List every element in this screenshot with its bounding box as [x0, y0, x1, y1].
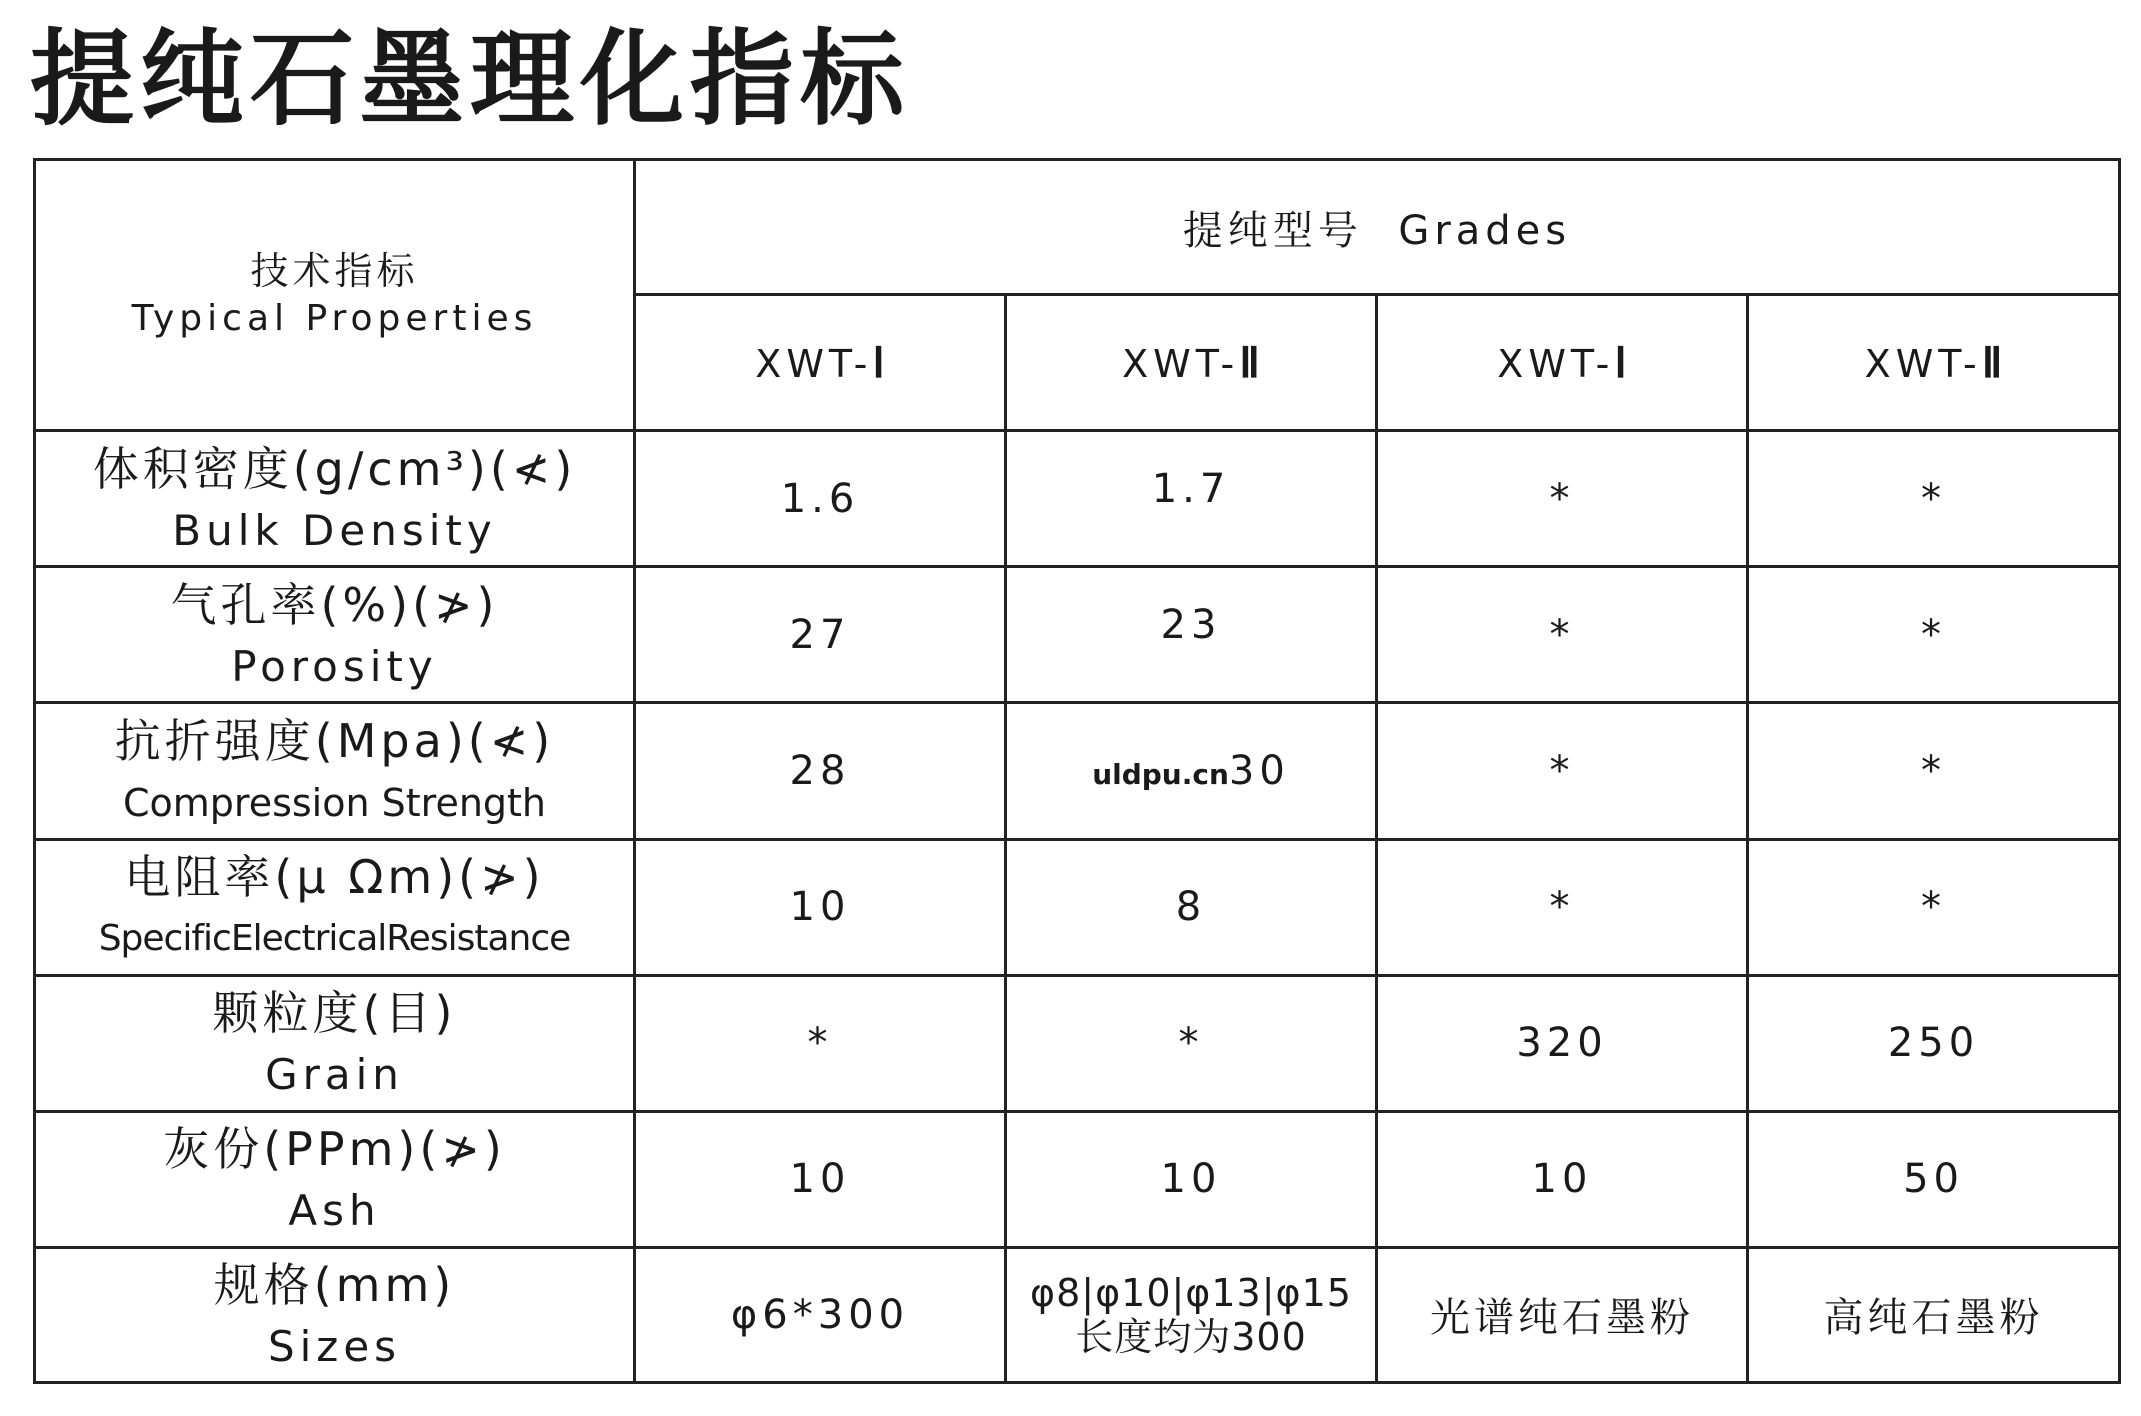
grade-numeral: Ⅱ [1239, 340, 1260, 387]
property-name-en: Bulk Density [172, 505, 497, 555]
grade-header-2 [1006, 295, 1377, 431]
value-cell [1748, 975, 2120, 1111]
value-cell [1006, 703, 1377, 839]
value-cell [1748, 839, 2120, 975]
spec-table [33, 158, 2121, 1384]
property-name-en: Grain [265, 1050, 404, 1100]
value-text: 27 [789, 611, 851, 658]
value-text: * [807, 1020, 833, 1067]
value-text: * [1178, 1020, 1204, 1067]
value-text: 8 [1175, 884, 1207, 931]
value-text: * [1549, 475, 1575, 522]
value-cell [1377, 975, 1748, 1111]
grade-header-1 [635, 295, 1006, 431]
page-title: 提纯石墨理化指标 [30, 18, 911, 140]
value-text: 28 [789, 747, 851, 794]
property-name-zh: 颗粒度(目) [212, 986, 457, 1041]
value-cell [1006, 567, 1377, 703]
value-text: * [1549, 611, 1575, 658]
property-name-en: Ash [288, 1186, 381, 1236]
value-text-line2: 长度均为300 [1075, 1314, 1307, 1359]
table-row-sizes [35, 1247, 2120, 1382]
grade-header-4 [1748, 295, 2120, 431]
table-row-bulk-density [35, 431, 2120, 567]
value-text: 1.6 [780, 475, 860, 522]
value-cell [1748, 703, 2120, 839]
grade-numeral: Ⅰ [872, 340, 885, 387]
value-text: 10 [789, 1156, 851, 1203]
value-text: 光谱纯石墨粉 [1430, 1295, 1694, 1342]
value-text: 10 [789, 884, 851, 931]
properties-header-en: Typical Properties [131, 298, 538, 340]
value-cell [1006, 1247, 1377, 1382]
header-row-grades [35, 160, 2120, 295]
value-cell [1006, 975, 1377, 1111]
value-cell [1006, 1111, 1377, 1247]
property-cell [35, 839, 635, 975]
value-text: * [1549, 747, 1575, 794]
value-cell [635, 703, 1006, 839]
property-cell [35, 703, 635, 839]
properties-header-zh: 技术指标 [250, 249, 419, 294]
value-text: 250 [1887, 1020, 1980, 1067]
value-text: 30 [1228, 747, 1290, 794]
value-text: * [1921, 747, 1947, 794]
grade-prefix: XWT- [1122, 341, 1240, 386]
value-cell [1377, 567, 1748, 703]
value-cell [1377, 1247, 1748, 1382]
property-cell [35, 1111, 635, 1247]
property-name-zh: 规格(mm) [213, 1257, 456, 1312]
grade-numeral: Ⅰ [1614, 340, 1627, 387]
table-row-resistance [35, 839, 2120, 975]
value-text: 320 [1516, 1020, 1608, 1067]
value-cell [635, 839, 1006, 975]
value-cell [1006, 431, 1377, 567]
value-text: 10 [1160, 1156, 1222, 1203]
property-name-zh: 抗折强度(Mpa)(≮) [114, 713, 555, 768]
value-cell [1748, 1111, 2120, 1247]
table-row-porosity [35, 567, 2120, 703]
value-text: φ8|φ10|φ13|φ15 [1030, 1270, 1352, 1315]
table-row-compression-strength [35, 703, 2120, 839]
value-text: 1.7 [1151, 465, 1231, 512]
property-name-zh: 气孔率(%)(≯) [170, 577, 499, 632]
grade-numeral: Ⅱ [1981, 340, 2003, 387]
property-name-en: Porosity [231, 641, 438, 691]
value-text: 10 [1531, 1156, 1593, 1203]
value-cell [1377, 703, 1748, 839]
grade-prefix: XWT- [755, 341, 873, 386]
property-cell [35, 567, 635, 703]
value-text: 23 [1160, 601, 1222, 648]
value-cell [1377, 839, 1748, 975]
value-cell [1377, 431, 1748, 567]
value-cell [635, 1111, 1006, 1247]
property-name-zh: 电阻率(μ Ωm)(≯) [124, 850, 545, 905]
property-cell [35, 975, 635, 1111]
value-text: 50 [1903, 1156, 1964, 1203]
grade-prefix: XWT- [1497, 341, 1615, 386]
grades-header-label: 提纯型号 Grades [1182, 207, 1572, 254]
value-text: φ6*300 [730, 1291, 910, 1338]
property-name-en: SpecificElectricalResistance [98, 918, 571, 960]
property-cell [35, 431, 635, 567]
value-cell [1748, 431, 2120, 567]
value-cell [1748, 1247, 2120, 1382]
property-cell [35, 1247, 635, 1382]
value-text: * [1921, 884, 1947, 931]
watermark-text: uldpu.cn [1092, 757, 1229, 791]
table-row-grain [35, 975, 2120, 1111]
property-name-zh: 灰份(PPm)(≯) [163, 1122, 506, 1177]
property-name-en: Sizes [267, 1321, 402, 1371]
value-cell [1377, 1111, 1748, 1247]
value-cell [635, 975, 1006, 1111]
property-name-en: Compression Strength [122, 780, 547, 825]
value-cell [635, 431, 1006, 567]
value-cell [1006, 839, 1377, 975]
value-cell [635, 567, 1006, 703]
value-text: * [1921, 611, 1947, 658]
grade-prefix: XWT- [1864, 341, 1982, 386]
property-name-zh: 体积密度(g/cm³)(≮) [92, 441, 577, 496]
value-text: 高纯石墨粉 [1823, 1295, 2044, 1342]
value-text: * [1921, 475, 1947, 522]
grades-header-cell [635, 160, 2120, 295]
value-text: * [1549, 884, 1575, 931]
table-row-ash [35, 1111, 2120, 1247]
value-cell [635, 1247, 1006, 1382]
properties-header-cell [35, 160, 635, 431]
grade-header-3 [1377, 295, 1748, 431]
value-cell [1748, 567, 2120, 703]
